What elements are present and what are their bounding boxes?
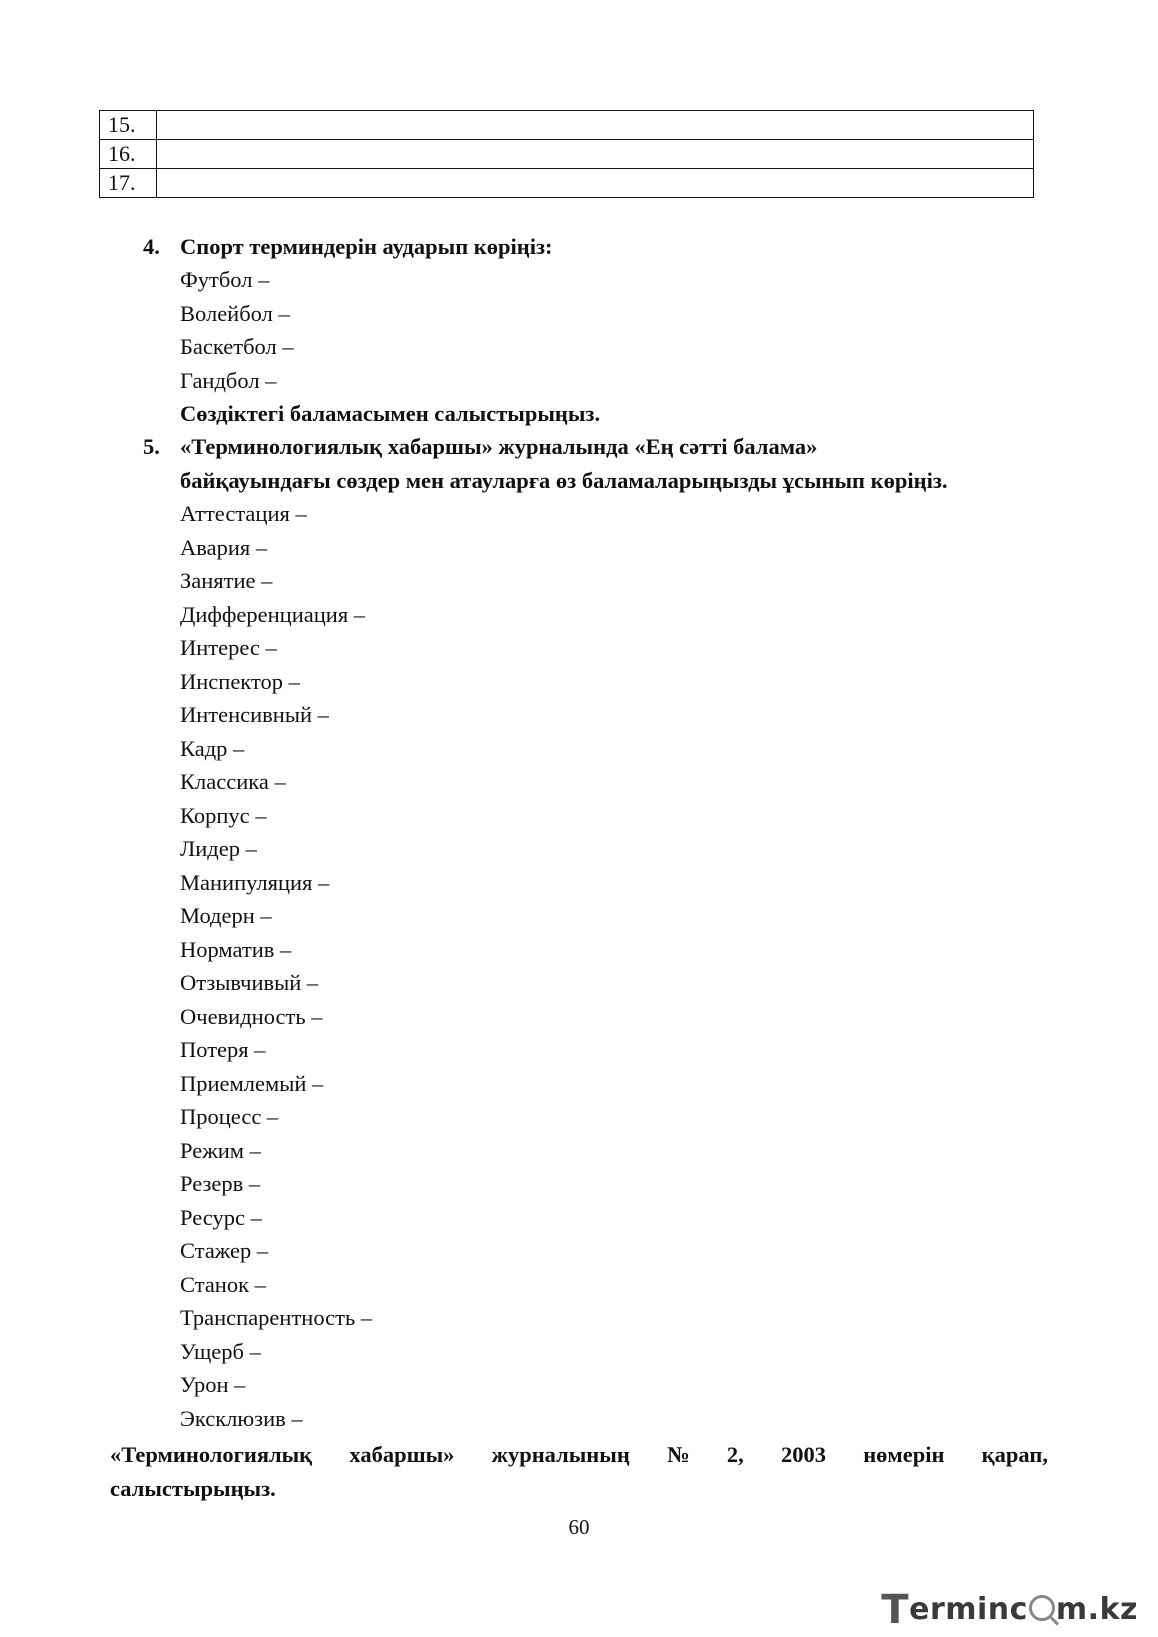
- row-number-cell: 16.: [100, 140, 157, 169]
- table-row: [100, 169, 1034, 198]
- final-instruction-word: 2003: [780, 1442, 826, 1467]
- row-number-cell: 17.: [100, 169, 157, 198]
- final-instruction-word: хабаршы»: [349, 1442, 455, 1467]
- task-5-title-line1: «Терминологиялық хабаршы» журналында «Ең сәтті балама»: [180, 434, 818, 459]
- answer-cell[interactable]: [157, 111, 1034, 140]
- final-instruction-line2: салыстырыңыз.: [110, 1475, 276, 1501]
- term-item: Занятие –: [180, 568, 273, 593]
- term-item: Очевидность –: [180, 1003, 323, 1029]
- final-instruction-word: №: [667, 1442, 690, 1467]
- logo-text-part1: erminc: [909, 1592, 1028, 1627]
- term-item: Гандбол –: [180, 367, 277, 393]
- table-row: [100, 111, 1034, 140]
- term-item: Аттестация –: [180, 501, 307, 526]
- task-5-number: 5.: [143, 434, 160, 459]
- term-item: Резерв –: [180, 1171, 261, 1196]
- term-item: Ущерб –: [180, 1338, 261, 1364]
- term-item: Приемлемый –: [180, 1070, 324, 1096]
- term-item: Баскетбол –: [180, 334, 294, 359]
- final-instruction-word: қарап,: [981, 1442, 1048, 1467]
- term-item: Норматив –: [180, 936, 292, 962]
- task-4-number: 4.: [143, 234, 160, 259]
- term-item: Эксклюзив –: [180, 1405, 303, 1431]
- term-item: Классика –: [180, 769, 286, 794]
- term-item: Авария –: [180, 534, 268, 560]
- search-icon: [1029, 1595, 1055, 1621]
- task-5-title-line2: байқауындағы сөздер мен атауларға өз баламаларыңызды ұсынып көріңіз.: [180, 467, 948, 493]
- final-instruction-word: 2,: [726, 1442, 744, 1467]
- table-row: [100, 140, 1034, 169]
- term-item: Ресурс –: [180, 1204, 262, 1230]
- term-item: Футбол –: [180, 267, 270, 292]
- term-item: Кадр –: [180, 735, 245, 761]
- term-item: Инспектор –: [180, 668, 300, 694]
- termincom-logo: [881, 1583, 1138, 1633]
- term-item: Станок –: [180, 1271, 266, 1297]
- answer-table: [99, 110, 1034, 198]
- term-item: Интенсивный –: [180, 702, 329, 727]
- term-item: Потеря –: [180, 1037, 266, 1062]
- term-item: Урон –: [180, 1372, 246, 1397]
- term-item: Дифференциация –: [180, 601, 366, 627]
- final-instruction-line1: [110, 1438, 1048, 1472]
- final-instruction: [110, 1438, 1048, 1505]
- term-item: Стажер –: [180, 1238, 269, 1263]
- task-5-term-list: [180, 497, 372, 1435]
- final-instruction-word: журналының: [491, 1442, 630, 1467]
- task-4-term-list: [180, 263, 294, 397]
- task-4-note: Сөздіктегі баламасымен салыстырыңыз.: [180, 401, 601, 426]
- term-item: Режим –: [180, 1137, 261, 1163]
- answer-cell[interactable]: [157, 140, 1034, 169]
- term-item: Процесс –: [180, 1104, 279, 1129]
- term-item: Отзывчивый –: [180, 970, 319, 995]
- term-item: Транспарентность –: [180, 1305, 373, 1330]
- answer-cell[interactable]: [157, 169, 1034, 198]
- page-number: 60: [568, 1515, 590, 1539]
- row-number-cell: 15.: [100, 111, 157, 140]
- term-item: Лидер –: [180, 836, 257, 861]
- term-item: Интерес –: [180, 635, 277, 660]
- term-item: Волейбол –: [180, 300, 290, 326]
- final-instruction-word: «Терминологиялық: [110, 1442, 313, 1467]
- task-4-title: Спорт терминдерін аударып көріңіз:: [180, 234, 553, 259]
- logo-text-part2: m.kz: [1055, 1592, 1138, 1627]
- final-instruction-word: нөмерін: [863, 1442, 945, 1467]
- logo-letter-t: T: [881, 1587, 910, 1633]
- term-item: Корпус –: [180, 802, 267, 828]
- term-item: Манипуляция –: [180, 869, 330, 895]
- term-item: Модерн –: [180, 903, 272, 928]
